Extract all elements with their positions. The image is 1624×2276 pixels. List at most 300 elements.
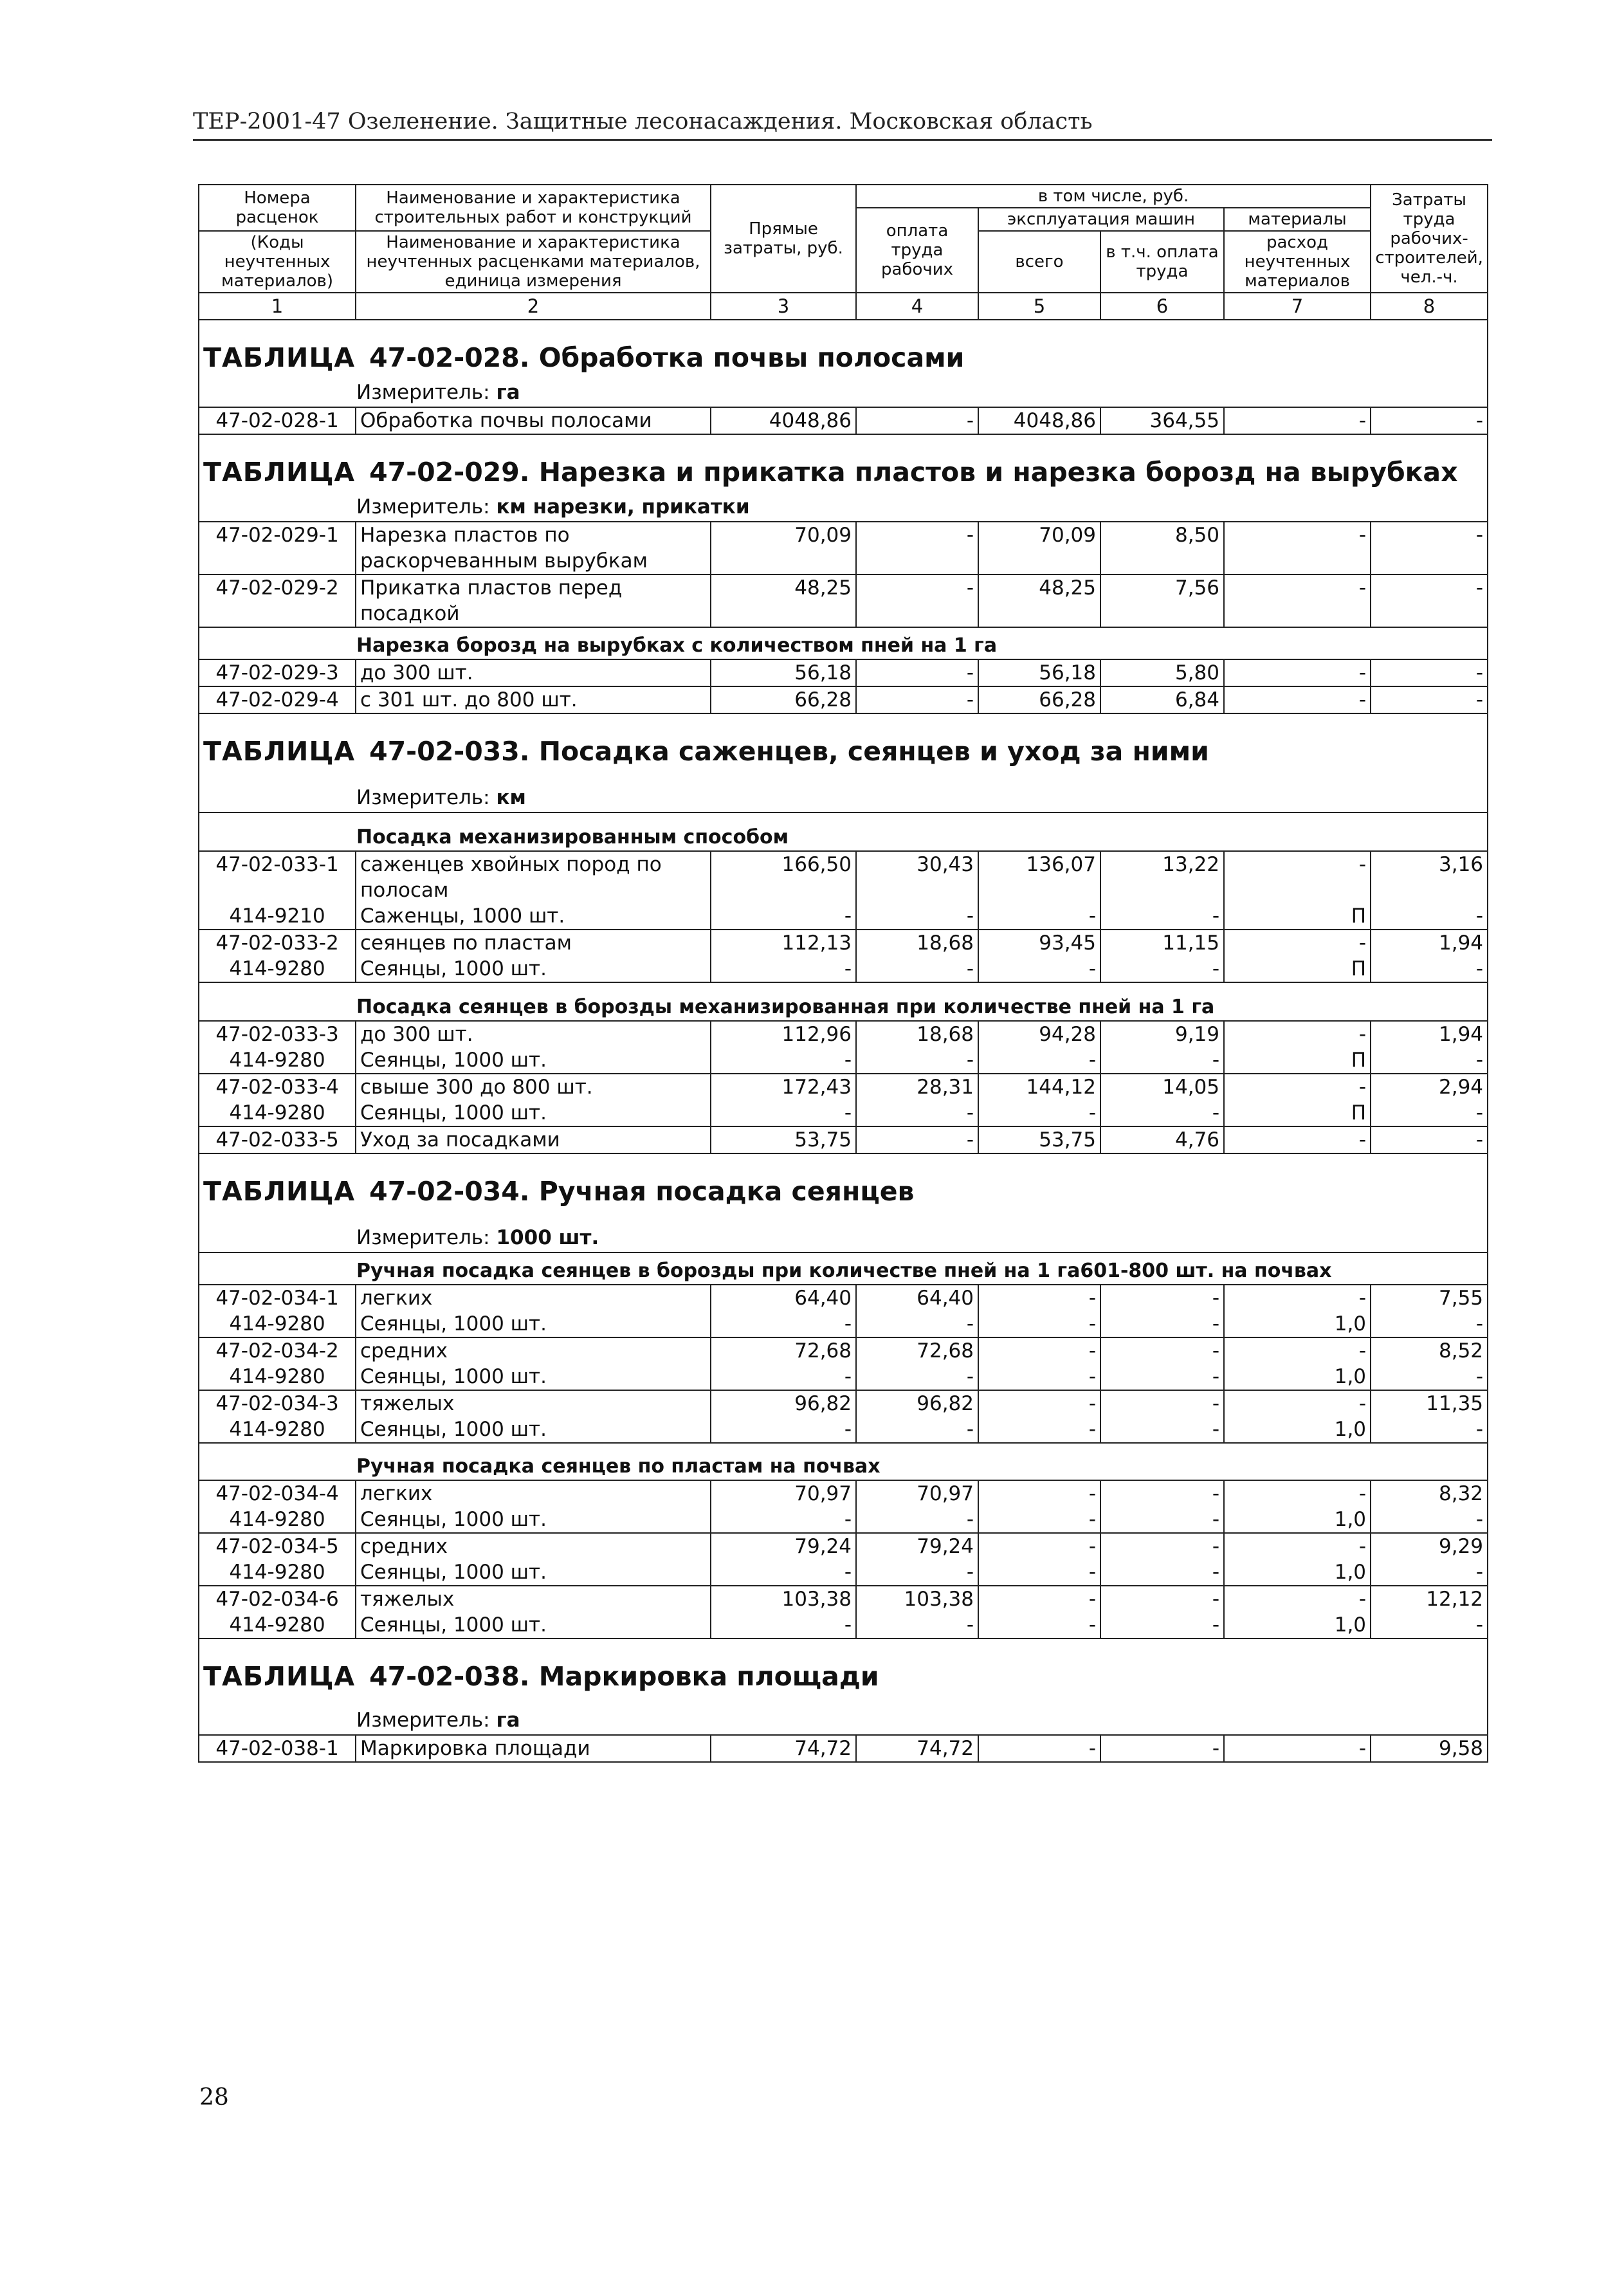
cell-machines-labor: -: [1100, 1364, 1224, 1390]
cell-labor-hours: 8,52: [1371, 1337, 1488, 1364]
row-code: 47-02-034-5: [199, 1533, 356, 1559]
table-label: ТАБЛИЦА: [203, 457, 356, 488]
cell-labor-pay: 72,68: [856, 1337, 978, 1364]
cell-machines-labor: 14,05: [1100, 1074, 1224, 1100]
row-name: до 300 шт.: [356, 659, 711, 686]
table-code: 47-02-034.: [369, 1176, 530, 1207]
cell-machines-labor: 13,22: [1100, 851, 1224, 903]
cell-machines-total: 136,07: [978, 851, 1100, 903]
cell-direct-cost: 79,24: [711, 1533, 856, 1559]
table-title: [199, 713, 1488, 771]
cell-labor-hours: 1,94: [1371, 1021, 1488, 1047]
cell-materials: 1,0: [1224, 1559, 1371, 1586]
table-row: [199, 1390, 1488, 1417]
cell-machines-labor: -: [1100, 1507, 1224, 1533]
cell-machines-total: -: [978, 1559, 1100, 1586]
cell-machines-total: 93,45: [978, 930, 1100, 956]
cell-machines-labor: -: [1100, 1311, 1224, 1337]
table-code: 47-02-033.: [369, 736, 530, 767]
table-code: 47-02-038.: [369, 1661, 530, 1692]
cell-machines-total: -: [978, 1311, 1100, 1337]
meter-label: Измеритель:: [356, 1709, 490, 1732]
row-code: 47-02-034-2: [199, 1337, 356, 1364]
cell-materials: -: [1224, 1126, 1371, 1153]
meter-label: Измеритель:: [356, 381, 490, 404]
cell-materials: -: [1224, 522, 1371, 574]
cell-machines-labor: -: [1100, 1586, 1224, 1612]
cell-materials: 1,0: [1224, 1364, 1371, 1390]
row-name: Сеянцы, 1000 шт.: [356, 1311, 711, 1337]
cell-direct-cost: -: [711, 1100, 856, 1126]
table-title: [199, 434, 1488, 491]
cell-labor-hours: 8,32: [1371, 1480, 1488, 1507]
cell-labor-pay: 18,68: [856, 1021, 978, 1047]
cell-materials: -: [1224, 686, 1371, 713]
cell-labor-pay: 96,82: [856, 1390, 978, 1417]
meter-line: [199, 377, 1488, 407]
table-title-text: Нарезка и прикатка пластов и нарезка борозд на вырубках: [538, 457, 1458, 488]
cell-labor-hours: -: [1371, 574, 1488, 627]
row-code: 47-02-029-3: [199, 659, 356, 686]
row-name: тяжелых: [356, 1390, 711, 1417]
material-row: [199, 1311, 1488, 1337]
table-code: 47-02-028.: [369, 342, 530, 373]
col-3-header: Прямые затраты, руб.: [711, 185, 856, 293]
table-label: ТАБЛИЦА: [203, 1661, 356, 1692]
cell-machines-total: 66,28: [978, 686, 1100, 713]
col-4-header: оплата труда рабочих: [856, 208, 978, 293]
cell-labor-hours: -: [1371, 659, 1488, 686]
table-row: [199, 407, 1488, 434]
cell-machines-total: -: [978, 903, 1100, 930]
cell-labor-pay: 70,97: [856, 1480, 978, 1507]
cell-machines-labor: -: [1100, 1480, 1224, 1507]
cell-labor-pay: -: [856, 956, 978, 982]
cell-labor-hours: -: [1371, 1612, 1488, 1638]
meter-line: [199, 1696, 1488, 1735]
cell-labor-hours: -: [1371, 1364, 1488, 1390]
cell-machines-labor: -: [1100, 1735, 1224, 1762]
cell-labor-pay: 28,31: [856, 1074, 978, 1100]
cell-materials: 1,0: [1224, 1311, 1371, 1337]
cell-direct-cost: 96,82: [711, 1390, 856, 1417]
cell-machines-labor: 364,55: [1100, 407, 1224, 434]
table-title-text: Посадка саженцев, сеянцев и уход за ними: [538, 736, 1209, 767]
cell-labor-pay: -: [856, 1612, 978, 1638]
table-row: [199, 574, 1488, 627]
cell-direct-cost: -: [711, 1507, 856, 1533]
cell-machines-labor: 4,76: [1100, 1126, 1224, 1153]
cell-labor-hours: 12,12: [1371, 1586, 1488, 1612]
col-number: 8: [1371, 293, 1488, 320]
cell-machines-total: 94,28: [978, 1021, 1100, 1047]
cell-labor-pay: -: [856, 686, 978, 713]
cell-materials: 1,0: [1224, 1417, 1371, 1443]
cell-labor-hours: -: [1371, 686, 1488, 713]
row-name: средних: [356, 1337, 711, 1364]
material-row: [199, 956, 1488, 982]
table-row: [199, 930, 1488, 956]
row-name: Сеянцы, 1000 шт.: [356, 1047, 711, 1074]
cell-labor-pay: -: [856, 1559, 978, 1586]
material-row: [199, 1047, 1488, 1074]
col-number: 4: [856, 293, 978, 320]
cell-machines-labor: 9,19: [1100, 1021, 1224, 1047]
meter-line: [199, 1211, 1488, 1253]
cell-labor-hours: 1,94: [1371, 930, 1488, 956]
cell-labor-hours: -: [1371, 1417, 1488, 1443]
material-row: [199, 1417, 1488, 1443]
table-code: 47-02-029.: [369, 457, 530, 488]
table-row: [199, 686, 1488, 713]
row-code: 47-02-029-2: [199, 574, 356, 627]
row-code: 414-9210: [199, 903, 356, 930]
cell-machines-labor: 7,56: [1100, 574, 1224, 627]
col-2-header: Наименование и характеристика строительных работ и конструкций: [356, 185, 711, 231]
col-number: 1: [199, 293, 356, 320]
cell-labor-pay: -: [856, 1364, 978, 1390]
row-name: Сеянцы, 1000 шт.: [356, 1100, 711, 1126]
cell-materials: -: [1224, 1480, 1371, 1507]
meter-unit: га: [496, 381, 520, 404]
table-47-02-038: [199, 1638, 1488, 1762]
col-5-header: всего: [978, 231, 1100, 293]
cell-direct-cost: -: [711, 1364, 856, 1390]
cell-direct-cost: 70,97: [711, 1480, 856, 1507]
cell-materials: -: [1224, 930, 1371, 956]
cell-direct-cost: 66,28: [711, 686, 856, 713]
row-code: 47-02-033-2: [199, 930, 356, 956]
cell-machines-total: -: [978, 1480, 1100, 1507]
cell-labor-hours: -: [1371, 522, 1488, 574]
row-name: с 301 шт. до 800 шт.: [356, 686, 711, 713]
cell-machines-total: -: [978, 1390, 1100, 1417]
table-title-text: Маркировка площади: [538, 1661, 879, 1692]
cell-machines-labor: -: [1100, 1285, 1224, 1311]
col-number: 3: [711, 293, 856, 320]
cell-labor-pay: -: [856, 1507, 978, 1533]
table-47-02-028: [199, 320, 1488, 434]
cell-direct-cost: 74,72: [711, 1735, 856, 1762]
meter-unit: км нарезки, прикатки: [496, 495, 750, 519]
cell-materials: -: [1224, 659, 1371, 686]
table-row: [199, 1126, 1488, 1153]
cell-labor-hours: -: [1371, 1559, 1488, 1586]
table-row: [199, 659, 1488, 686]
cell-machines-labor: -: [1100, 1417, 1224, 1443]
cell-labor-pay: -: [856, 903, 978, 930]
table-title-text: Ручная посадка сеянцев: [538, 1176, 915, 1207]
machines-header: эксплуатация машин: [978, 208, 1224, 231]
cell-machines-labor: -: [1100, 1533, 1224, 1559]
cell-labor-pay: -: [856, 1100, 978, 1126]
cell-machines-total: 144,12: [978, 1074, 1100, 1100]
row-code: 414-9280: [199, 1507, 356, 1533]
page-number: 28: [199, 2084, 229, 2111]
col-number: 6: [1100, 293, 1224, 320]
cell-direct-cost: -: [711, 1559, 856, 1586]
cell-labor-pay: -: [856, 574, 978, 627]
row-code: 414-9280: [199, 1559, 356, 1586]
cell-machines-labor: 8,50: [1100, 522, 1224, 574]
cell-materials: П: [1224, 956, 1371, 982]
col-number: 5: [978, 293, 1100, 320]
row-name: до 300 шт.: [356, 1021, 711, 1047]
cell-direct-cost: 166,50: [711, 851, 856, 903]
cell-labor-hours: 7,55: [1371, 1285, 1488, 1311]
table-row: [199, 1480, 1488, 1507]
cell-machines-labor: 5,80: [1100, 659, 1224, 686]
row-name: сеянцев по пластам: [356, 930, 711, 956]
cell-machines-total: 4048,86: [978, 407, 1100, 434]
row-code: 414-9280: [199, 1612, 356, 1638]
cell-labor-hours: -: [1371, 1047, 1488, 1074]
cell-materials: -: [1224, 574, 1371, 627]
table-label: ТАБЛИЦА: [203, 1176, 356, 1207]
cell-labor-hours: -: [1371, 903, 1488, 930]
cell-machines-total: -: [978, 1533, 1100, 1559]
cell-materials: -: [1224, 1021, 1371, 1047]
cell-direct-cost: 56,18: [711, 659, 856, 686]
row-code: 47-02-034-6: [199, 1586, 356, 1612]
cell-labor-pay: 74,72: [856, 1735, 978, 1762]
cell-labor-hours: 9,29: [1371, 1533, 1488, 1559]
table-title-text: Обработка почвы полосами: [538, 342, 965, 373]
cell-materials: -: [1224, 1390, 1371, 1417]
cell-machines-total: -: [978, 1612, 1100, 1638]
subsection-heading: Ручная посадка сеянцев в борозды при количестве пней на 1 га601-800 шт. на почвах: [199, 1253, 1488, 1285]
cell-materials: -: [1224, 851, 1371, 903]
row-name: Сеянцы, 1000 шт.: [356, 956, 711, 982]
meter-line: [199, 491, 1488, 522]
material-row: [199, 1364, 1488, 1390]
cell-labor-pay: 30,43: [856, 851, 978, 903]
table-title: [199, 1638, 1488, 1696]
cell-labor-pay: -: [856, 1047, 978, 1074]
cell-machines-labor: -: [1100, 1047, 1224, 1074]
cell-machines-labor: -: [1100, 956, 1224, 982]
material-row: [199, 1507, 1488, 1533]
row-code: 47-02-033-3: [199, 1021, 356, 1047]
row-code: 47-02-034-3: [199, 1390, 356, 1417]
cell-direct-cost: 103,38: [711, 1586, 856, 1612]
row-name: средних: [356, 1533, 711, 1559]
page-header: ТЕР-2001-47 Озеленение. Защитные лесонасаждения. Московская область: [193, 108, 1492, 141]
cell-direct-cost: -: [711, 1612, 856, 1638]
cell-materials: 1,0: [1224, 1612, 1371, 1638]
cell-direct-cost: -: [711, 1417, 856, 1443]
cell-materials: -: [1224, 1337, 1371, 1364]
cell-machines-total: -: [978, 1047, 1100, 1074]
cell-direct-cost: 70,09: [711, 522, 856, 574]
row-code: 47-02-033-5: [199, 1126, 356, 1153]
cell-labor-hours: -: [1371, 1126, 1488, 1153]
material-row: [199, 1100, 1488, 1126]
cell-materials: 1,0: [1224, 1507, 1371, 1533]
subsection-heading: Ручная посадка сеянцев по пластам на почвах: [199, 1443, 1488, 1480]
cell-labor-hours: -: [1371, 1507, 1488, 1533]
row-name: Нарезка пластов по раскорчеванным вырубкам: [356, 522, 711, 574]
subsection-heading: Нарезка борозд на вырубках с количеством пней на 1 га: [199, 627, 1488, 659]
row-code: 47-02-033-1: [199, 851, 356, 903]
cell-labor-hours: 3,16: [1371, 851, 1488, 903]
row-name: Сеянцы, 1000 шт.: [356, 1612, 711, 1638]
price-table: [198, 184, 1488, 1763]
row-code: 47-02-029-1: [199, 522, 356, 574]
cell-direct-cost: 53,75: [711, 1126, 856, 1153]
row-code: 47-02-038-1: [199, 1735, 356, 1762]
cell-materials: -: [1224, 1533, 1371, 1559]
cell-labor-pay: -: [856, 1126, 978, 1153]
row-code: 47-02-028-1: [199, 407, 356, 434]
cell-labor-pay: -: [856, 659, 978, 686]
table-row: [199, 851, 1488, 903]
cell-labor-hours: -: [1371, 1311, 1488, 1337]
row-code: 414-9280: [199, 1100, 356, 1126]
cell-labor-hours: 9,58: [1371, 1735, 1488, 1762]
cell-machines-total: -: [978, 1507, 1100, 1533]
cell-machines-total: 56,18: [978, 659, 1100, 686]
cell-machines-labor: -: [1100, 1612, 1224, 1638]
material-row: [199, 1612, 1488, 1638]
row-name: Уход за посадками: [356, 1126, 711, 1153]
cell-machines-total: -: [978, 956, 1100, 982]
meter-label: Измеритель:: [356, 1226, 490, 1249]
row-name: Сеянцы, 1000 шт.: [356, 1417, 711, 1443]
table-row: [199, 1285, 1488, 1311]
row-name: свыше 300 до 800 шт.: [356, 1074, 711, 1100]
cell-direct-cost: 112,13: [711, 930, 856, 956]
cell-direct-cost: 4048,86: [711, 407, 856, 434]
material-row: [199, 903, 1488, 930]
cell-direct-cost: -: [711, 903, 856, 930]
row-code: 414-9280: [199, 1364, 356, 1390]
cell-materials: П: [1224, 903, 1371, 930]
row-code: 47-02-034-1: [199, 1285, 356, 1311]
cell-materials: -: [1224, 1735, 1371, 1762]
cell-direct-cost: 64,40: [711, 1285, 856, 1311]
table-label: ТАБЛИЦА: [203, 736, 356, 767]
subsection-heading: Посадка механизированным способом: [199, 812, 1488, 851]
cell-machines-total: 53,75: [978, 1126, 1100, 1153]
table-47-02-034: [199, 1153, 1488, 1638]
col-7-header: расход неучтенных материалов: [1224, 231, 1371, 293]
cell-machines-labor: -: [1100, 1559, 1224, 1586]
cell-machines-total: -: [978, 1100, 1100, 1126]
meter-line: [199, 771, 1488, 812]
cell-direct-cost: 72,68: [711, 1337, 856, 1364]
table-header: [199, 185, 1488, 320]
table-47-02-033: [199, 713, 1488, 1153]
table-row: [199, 1586, 1488, 1612]
row-name: Прикатка пластов перед посадкой: [356, 574, 711, 627]
col-number: 2: [356, 293, 711, 320]
col-2-sub-header: Наименование и характеристика неучтенных расценками материалов, единица измерения: [356, 231, 711, 293]
table-row: [199, 522, 1488, 574]
col-1-sub-header: (Коды неучтенных материалов): [199, 231, 356, 293]
cell-machines-total: 48,25: [978, 574, 1100, 627]
table-row: [199, 1074, 1488, 1100]
row-code: 414-9280: [199, 1311, 356, 1337]
cell-labor-pay: 64,40: [856, 1285, 978, 1311]
table-title: [199, 1153, 1488, 1211]
cell-labor-hours: -: [1371, 407, 1488, 434]
cell-machines-total: -: [978, 1735, 1100, 1762]
cell-labor-pay: 79,24: [856, 1533, 978, 1559]
cell-materials: -: [1224, 407, 1371, 434]
cell-labor-pay: 103,38: [856, 1586, 978, 1612]
cell-labor-hours: -: [1371, 1100, 1488, 1126]
cell-labor-hours: -: [1371, 956, 1488, 982]
row-name: саженцев хвойных пород по полосам: [356, 851, 711, 903]
cell-materials: -: [1224, 1586, 1371, 1612]
meter-label: Измеритель:: [356, 495, 490, 519]
row-name: Саженцы, 1000 шт.: [356, 903, 711, 930]
cell-machines-labor: -: [1100, 1337, 1224, 1364]
row-code: 47-02-034-4: [199, 1480, 356, 1507]
cell-labor-pay: -: [856, 1417, 978, 1443]
cell-machines-total: -: [978, 1285, 1100, 1311]
cell-machines-total: 70,09: [978, 522, 1100, 574]
cell-direct-cost: 48,25: [711, 574, 856, 627]
table-row: [199, 1533, 1488, 1559]
table-row: [199, 1337, 1488, 1364]
material-row: [199, 1559, 1488, 1586]
cell-machines-labor: -: [1100, 1100, 1224, 1126]
materials-header: материалы: [1224, 208, 1371, 231]
meter-unit: 1000 шт.: [496, 1226, 599, 1249]
cell-direct-cost: -: [711, 956, 856, 982]
row-code: 47-02-029-4: [199, 686, 356, 713]
cell-labor-pay: -: [856, 407, 978, 434]
col-group-header: в том числе, руб.: [856, 185, 1371, 208]
cell-direct-cost: -: [711, 1047, 856, 1074]
subsection-heading: Посадка сеянцев в борозды механизированная при количестве пней на 1 га: [199, 982, 1488, 1021]
row-name: легких: [356, 1285, 711, 1311]
cell-materials: -: [1224, 1074, 1371, 1100]
row-name: тяжелых: [356, 1586, 711, 1612]
cell-labor-pay: -: [856, 522, 978, 574]
cell-direct-cost: 112,96: [711, 1021, 856, 1047]
row-name: легких: [356, 1480, 711, 1507]
cell-machines-total: -: [978, 1417, 1100, 1443]
cell-labor-pay: -: [856, 1311, 978, 1337]
col-6-header: в т.ч. оплата труда: [1100, 231, 1224, 293]
table-47-02-029: [199, 434, 1488, 713]
cell-labor-pay: 18,68: [856, 930, 978, 956]
col-number: 7: [1224, 293, 1371, 320]
cell-labor-hours: 11,35: [1371, 1390, 1488, 1417]
row-name: Сеянцы, 1000 шт.: [356, 1559, 711, 1586]
row-name: Сеянцы, 1000 шт.: [356, 1507, 711, 1533]
meter-unit: км: [496, 786, 526, 809]
cell-materials: П: [1224, 1047, 1371, 1074]
row-code: 414-9280: [199, 1417, 356, 1443]
cell-machines-labor: 11,15: [1100, 930, 1224, 956]
cell-machines-total: -: [978, 1364, 1100, 1390]
cell-materials: П: [1224, 1100, 1371, 1126]
col-1-header: Номера расценок: [199, 185, 356, 231]
row-name: Обработка почвы полосами: [356, 407, 711, 434]
table-title: [199, 320, 1488, 377]
cell-machines-labor: -: [1100, 1390, 1224, 1417]
row-name: Маркировка площади: [356, 1735, 711, 1762]
table-row: [199, 1021, 1488, 1047]
meter-label: Измеритель:: [356, 786, 490, 809]
table-row: [199, 1735, 1488, 1762]
meter-unit: га: [496, 1709, 520, 1732]
col-8-header: Затраты труда рабочих-строителей, чел.-ч.: [1371, 185, 1488, 293]
